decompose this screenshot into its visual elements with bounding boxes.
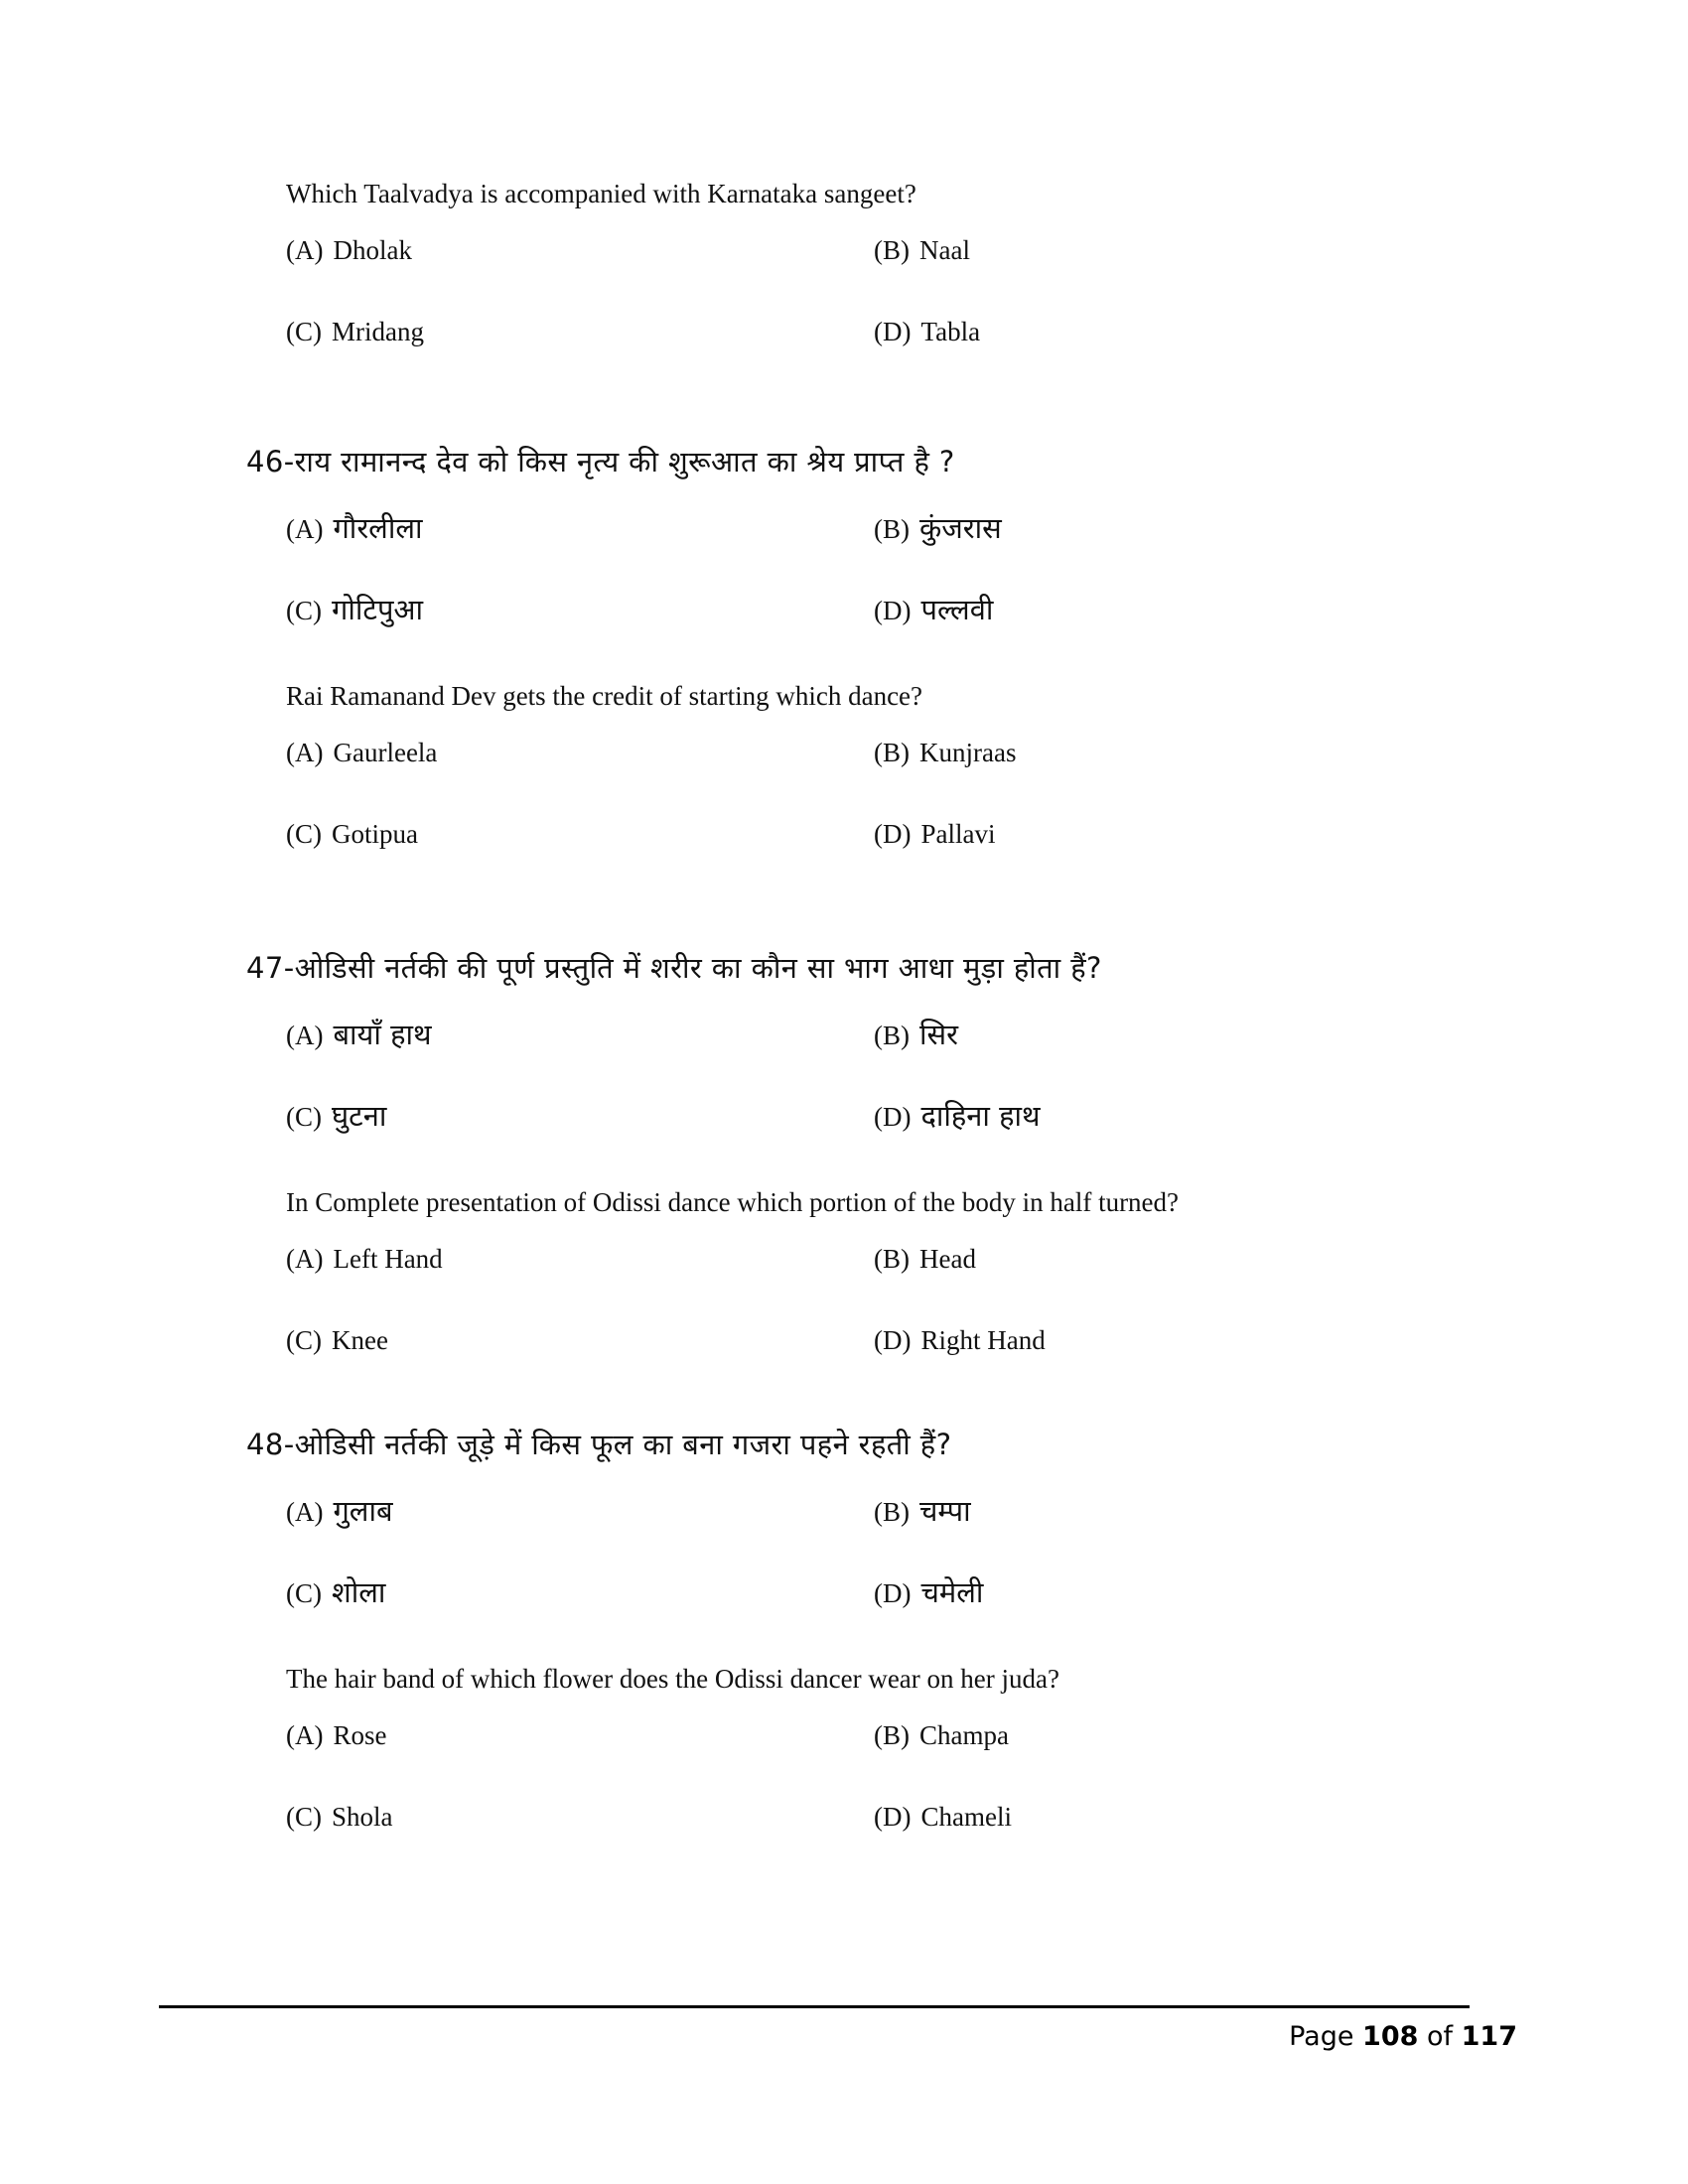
footer-total-pages: 117 bbox=[1461, 2021, 1517, 2052]
option-label: (B) bbox=[874, 1244, 910, 1274]
option-text: गौरलीला bbox=[333, 511, 423, 545]
question-stem-hindi: 46-राय रामानन्द देव को किस नृत्य की शुरूआत का श्रेय प्राप्त है ? bbox=[246, 445, 955, 478]
option-label: (C) bbox=[286, 596, 322, 625]
option-text: Dholak bbox=[333, 235, 412, 265]
option-c[interactable] bbox=[286, 318, 424, 347]
option-c[interactable] bbox=[286, 820, 418, 850]
option-label: (C) bbox=[286, 1578, 322, 1608]
option-label: (A) bbox=[286, 738, 324, 767]
option-d[interactable] bbox=[874, 318, 980, 347]
option-d[interactable] bbox=[874, 1576, 983, 1609]
option-d[interactable] bbox=[874, 594, 993, 626]
option-text: Gotipua bbox=[332, 819, 418, 849]
options-group-hindi bbox=[0, 1019, 1688, 1181]
option-text: Knee bbox=[332, 1325, 388, 1355]
option-text: कुंजरास bbox=[919, 511, 1002, 545]
option-text: Head bbox=[919, 1244, 976, 1274]
option-text: सिर bbox=[919, 1018, 958, 1051]
option-label: (D) bbox=[874, 1578, 912, 1608]
page-number-footer bbox=[1289, 2021, 1517, 2052]
option-label: (D) bbox=[874, 1325, 912, 1355]
option-text: Shola bbox=[332, 1802, 393, 1832]
option-b[interactable] bbox=[874, 512, 1002, 545]
options-group-english bbox=[0, 236, 1688, 399]
option-a[interactable] bbox=[286, 1019, 432, 1051]
option-row bbox=[0, 1100, 1688, 1181]
option-text: Gaurleela bbox=[333, 738, 438, 767]
option-row bbox=[0, 594, 1688, 675]
option-label: (A) bbox=[286, 1720, 324, 1750]
option-d[interactable] bbox=[874, 1326, 1046, 1356]
option-c[interactable] bbox=[286, 1326, 388, 1356]
question-stem-english: Which Taalvadya is accompanied with Karnataka sangeet? bbox=[286, 179, 916, 208]
option-a[interactable] bbox=[286, 236, 412, 266]
option-row bbox=[0, 236, 1688, 318]
option-c[interactable] bbox=[286, 1100, 386, 1133]
option-label: (A) bbox=[286, 1497, 324, 1527]
option-row bbox=[0, 512, 1688, 594]
options-group-english bbox=[0, 739, 1688, 901]
option-b[interactable] bbox=[874, 1245, 976, 1275]
option-label: (D) bbox=[874, 317, 912, 346]
option-label: (B) bbox=[874, 738, 910, 767]
option-text: चम्पा bbox=[919, 1494, 971, 1528]
option-row bbox=[0, 1326, 1688, 1408]
option-d[interactable] bbox=[874, 1100, 1041, 1133]
option-c[interactable] bbox=[286, 594, 423, 626]
option-label: (A) bbox=[286, 514, 324, 544]
option-row bbox=[0, 1803, 1688, 1884]
option-a[interactable] bbox=[286, 512, 423, 545]
options-group-hindi bbox=[0, 1495, 1688, 1658]
question-stem-hindi: 48-ओडिसी नर्तकी जूड़े में किस फूल का बना गजरा पहने रहती हैं? bbox=[246, 1428, 952, 1461]
option-a[interactable] bbox=[286, 1245, 443, 1275]
option-a[interactable] bbox=[286, 1721, 386, 1751]
question-stem-hindi: 47-ओडिसी नर्तकी की पूर्ण प्रस्तुति में शरीर का कौन सा भाग आधा मुड़ा होता हैं? bbox=[246, 951, 1102, 985]
option-text: Right Hand bbox=[920, 1325, 1046, 1355]
option-a[interactable] bbox=[286, 739, 437, 768]
option-row bbox=[0, 1721, 1688, 1803]
option-row bbox=[0, 1019, 1688, 1100]
option-row bbox=[0, 1245, 1688, 1326]
option-label: (A) bbox=[286, 235, 324, 265]
option-text: Left Hand bbox=[333, 1244, 443, 1274]
question-stem-english: The hair band of which flower does the Odissi dancer wear on her juda? bbox=[286, 1664, 1059, 1694]
option-label: (B) bbox=[874, 514, 910, 544]
option-b[interactable] bbox=[874, 1721, 1009, 1751]
option-label: (D) bbox=[874, 1102, 912, 1132]
option-b[interactable] bbox=[874, 1019, 958, 1051]
option-label: (B) bbox=[874, 1497, 910, 1527]
option-text: Champa bbox=[919, 1720, 1009, 1750]
option-label: (B) bbox=[874, 235, 910, 265]
option-b[interactable] bbox=[874, 236, 970, 266]
options-group-hindi bbox=[0, 512, 1688, 675]
option-label: (B) bbox=[874, 1021, 910, 1050]
option-label: (A) bbox=[286, 1021, 324, 1050]
option-text: Naal bbox=[919, 235, 970, 265]
option-d[interactable] bbox=[874, 820, 995, 850]
option-row bbox=[0, 1576, 1688, 1658]
option-text: गोटिपुआ bbox=[332, 593, 424, 626]
option-text: गुलाब bbox=[333, 1494, 393, 1528]
option-label: (A) bbox=[286, 1244, 324, 1274]
option-row bbox=[0, 318, 1688, 399]
option-text: Kunjraas bbox=[919, 738, 1017, 767]
option-text: Pallavi bbox=[920, 819, 996, 849]
option-b[interactable] bbox=[874, 739, 1016, 768]
option-c[interactable] bbox=[286, 1803, 393, 1833]
option-text: घुटना bbox=[332, 1099, 387, 1133]
footer-page-prefix: Page bbox=[1289, 2021, 1363, 2052]
option-row bbox=[0, 1495, 1688, 1576]
option-b[interactable] bbox=[874, 1495, 971, 1528]
option-c[interactable] bbox=[286, 1576, 385, 1609]
question-stem-english: Rai Ramanand Dev gets the credit of starting which dance? bbox=[286, 681, 923, 711]
option-label: (C) bbox=[286, 317, 322, 346]
question-stem-english: In Complete presentation of Odissi dance which portion of the body in half turned? bbox=[286, 1187, 1180, 1217]
option-label: (C) bbox=[286, 1102, 322, 1132]
option-a[interactable] bbox=[286, 1495, 393, 1528]
option-text: Tabla bbox=[920, 317, 981, 346]
option-text: Chameli bbox=[920, 1802, 1012, 1832]
option-label: (C) bbox=[286, 1325, 322, 1355]
option-d[interactable] bbox=[874, 1803, 1012, 1833]
footer-current-page: 108 bbox=[1362, 2021, 1419, 2052]
option-text: Mridang bbox=[332, 317, 424, 346]
option-label: (B) bbox=[874, 1720, 910, 1750]
option-text: पल्लवी bbox=[920, 593, 994, 626]
option-text: शोला bbox=[332, 1575, 386, 1609]
option-text: Rose bbox=[333, 1720, 387, 1750]
option-text: दाहिना हाथ bbox=[920, 1099, 1041, 1133]
options-group-english bbox=[0, 1245, 1688, 1408]
option-label: (C) bbox=[286, 1802, 322, 1832]
options-group-english bbox=[0, 1721, 1688, 1884]
option-label: (C) bbox=[286, 819, 322, 849]
option-label: (D) bbox=[874, 596, 912, 625]
option-text: बायाँ हाथ bbox=[333, 1018, 432, 1051]
option-row bbox=[0, 820, 1688, 901]
option-label: (D) bbox=[874, 1802, 912, 1832]
footer-divider bbox=[159, 2005, 1470, 2008]
option-label: (D) bbox=[874, 819, 912, 849]
option-text: चमेली bbox=[920, 1575, 984, 1609]
footer-page-middle: of bbox=[1418, 2021, 1462, 2052]
option-row bbox=[0, 739, 1688, 820]
